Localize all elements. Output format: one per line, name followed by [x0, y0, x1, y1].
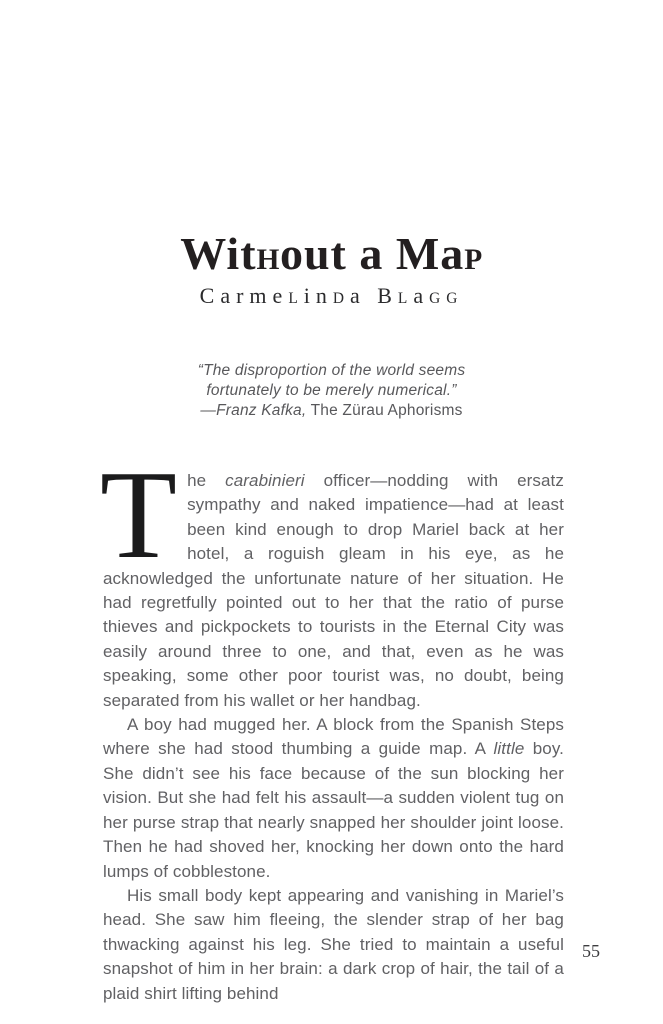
story-body — [100, 446, 565, 1006]
paragraph-1 — [100, 446, 564, 713]
title-block — [0, 230, 663, 309]
story-title: WitHout a MaP — [180, 228, 483, 279]
page-number: 55 — [582, 941, 600, 961]
paragraph-2: A boy had mugged her. A block from the Spanish Steps where she had stood thumbing a guide map. A little boy. She didn’t see his face because of the sun blocking her vision. But she had felt his assault—a sudden violent tug on her purse strap that nearly snapped her shoulder joint loose. Then he had shoved her, knocking her down onto the hard lumps of cobblestone. — [103, 715, 565, 881]
drop-cap: T — [100, 446, 178, 585]
story-author: CarmeLinDa BLaGG — [199, 283, 464, 309]
epigraph-line-1: “The disproportion of the world seems — [197, 362, 466, 379]
epigraph-line-2: fortunately to be merely numerical.” — [206, 382, 457, 399]
paragraph-3: His small body kept appearing and vanishing in Mariel’s head. She saw him fleeing, the slender strap of her bag thwacking against his leg. She tried to maintain a useful snapshot of him in her brain: a dark crop of hair, the tail of a plaid shirt lifting behind — [103, 885, 564, 1003]
epigraph-attribution: —Franz Kafka, The Zürau Aphorisms — [200, 402, 463, 419]
paragraph-1-text: he carabinieri officer—nodding with ersatz sympathy and naked impatience—had at least been kind enough to drop Mariel back at her hotel, a roguish gleam in his eye, as he acknowledged the unfortunate nature of her situation. He had regretfully pointed out to her that the ratio of purse thieves and pickpockets to tourists in the Eternal City was easily around three to one, and that, even as he was speaking, some other poor tourist was, no doubt, being separated from his wallet or her handbag. — [103, 471, 564, 710]
epigraph — [0, 361, 663, 421]
